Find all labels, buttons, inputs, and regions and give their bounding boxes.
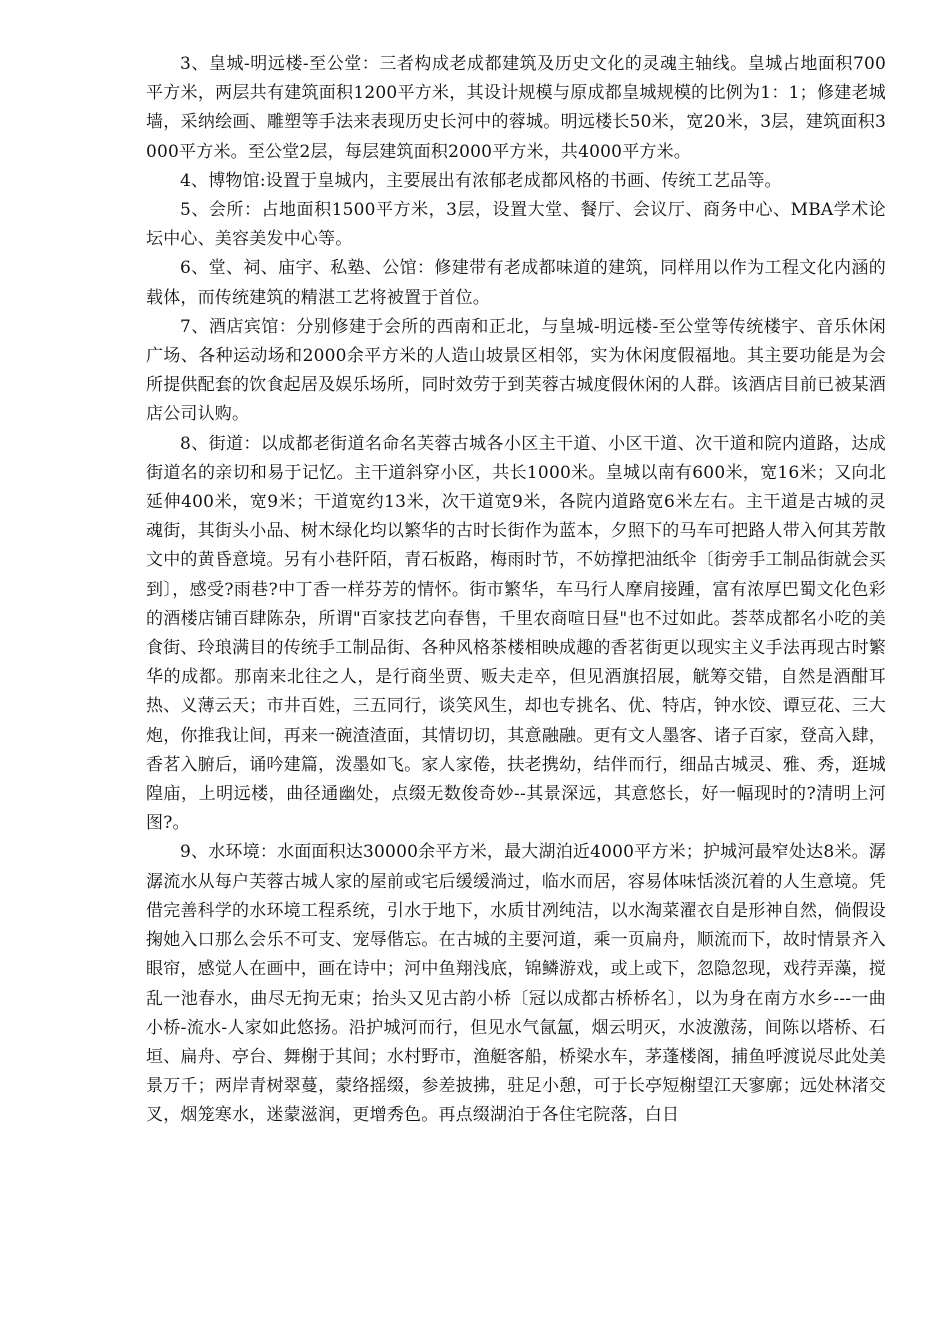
paragraph-water-environment: 9、水环境：水面面积达30000余平方米，最大湖泊近4000平方米；护城河最窄处达8米。潺潺流水从每户芙蓉古城人家的屋前或宅后缓缓淌过，临水而居，容易体味恬淡沉着的人生意境。凭借完善科学的水环境工程系统，引水于地下，水质甘冽纯洁，以水淘菜濯衣自是形神自然，倘假设掬她入口那么会乐不可支、宠辱偕忘。在古城的主要河道，乘一页扁舟，顺流而下，故时情景齐入眼帘，感觉人在画中，画在诗中；河中鱼翔浅底，锦鳞游戏，或上或下，忽隐忽现，戏荇弄藻，搅乱一池春水，曲尽无拘无束；抬头又见古韵小桥〔冠以成都古桥桥名〕，以为身在南方水乡---一曲小桥-流水-人家如此悠扬。沿护城河而行，但见水气氤氲，烟云明灭，水波激荡，间陈以塔桥、石垣、扁舟、亭台、舞榭于其间；水村野市，渔艇客船，桥梁水车，茅蓬楼阁，捕鱼呼渡说尽此处美景万千；两岸青树翠蔓，蒙络摇缀，参差披拂，驻足小憩，可于长亭短榭望江天寥廓；远处林渚交叉，烟笼寒水，迷蒙滋润，更增秀色。再点缀湖泊于各住宅院落，白日 <box>146 842 886 1126</box>
paragraph-museum: 4、博物馆:设置于皇城内，主要展出有浓郁老成都风格的书画、传统工艺品等。 <box>180 170 782 191</box>
paragraph-hotel: 7、酒店宾馆：分别修建于会所的西南和正北，与皇城-明远楼-至公堂等传统楼宇、音乐休闲广场、各种运动场和2000余平方米的人造山坡景区相邻，实为休闲度假福地。其主要功能是为会所提供配套的饮食起居及娱乐场所，同时效劳于到芙蓉古城度假休闲的人群。该酒店目前已被某酒店公司认购。 <box>146 316 886 425</box>
paragraph-streets: 8、街道：以成都老街道名命名芙蓉古城各小区主干道、小区干道、次干道和院内道路，达成街道名的亲切和易于记忆。主干道斜穿小区，共长1000米。皇城以南有600米，宽16米；又向北延伸400米，宽9米；干道宽约13米，次干道宽9米，各院内道路宽6米左右。主干道是古城的灵魂街，其街头小品、树木绿化均以繁华的古时长街作为蓝本，夕照下的马车可把路人带入何其芳散文中的黄昏意境。另有小巷阡陌，青石板路，梅雨时节，不妨撑把油纸伞〔街旁手工制品街就会买到〕，感受?雨巷?中丁香一样芬芳的情怀。街市繁华，车马行人摩肩接踵，富有浓厚巴蜀文化色彩的酒楼店铺百肆陈杂，所谓"百家技艺向春售，千里农商喧日昼"也不过如此。荟萃成都名小吃的美食街、玲琅满目的传统手工制品街、各种风格茶楼相映成趣的香茗街更以现实主义手法再现古时繁华的成都。那南来北往之人，是行商坐贾、贩夫走卒，但见酒旗招展，觥筹交错，自然是酒酣耳热、义薄云天；市井百姓，三五同行，谈笑风生，却也专挑名、优、特店，钟水饺、谭豆花、三大炮，你推我让间，再来一碗渣渣面，其情切切，其意融融。更有文人墨客、诸子百家，登高入肆，香茗入腑后，诵吟建篇，泼墨如飞。家人家倦，扶老携幼，结伴而行，细品古城灵、雅、秀，逛城隍庙，上明远楼，曲径通幽处，点缀无数俊奇妙--其景深远，其意悠长，好一幅现时的?清明上河图?。 <box>146 433 886 834</box>
document-body <box>146 50 886 1131</box>
paragraph-clubhouse: 5、会所：占地面积1500平方米，3层，设置大堂、餐厅、会议厅、商务中心、MBA学术论坛中心、美容美发中心等。 <box>146 200 886 250</box>
paragraph-imperial-city-axis: 3、皇城-明远楼-至公堂：三者构成老成都建筑及历史文化的灵魂主轴线。皇城占地面积700平方米，两层共有建筑面积1200平方米，其设计规模与原成都皇城规模的比例为1：1；修建老城墙，采纳绘画、雕塑等手法来表现历史长河中的蓉城。明远楼长50米，宽20米，3层，建筑面积3000平方米。至公堂2层，每层建筑面积2000平方米，共4000平方米。 <box>146 54 886 162</box>
paragraph-traditional-buildings: 6、堂、祠、庙宇、私塾、公馆：修建带有老成都味道的建筑，同样用以作为工程文化内涵的载体，而传统建筑的精湛工艺将被置于首位。 <box>146 258 886 308</box>
